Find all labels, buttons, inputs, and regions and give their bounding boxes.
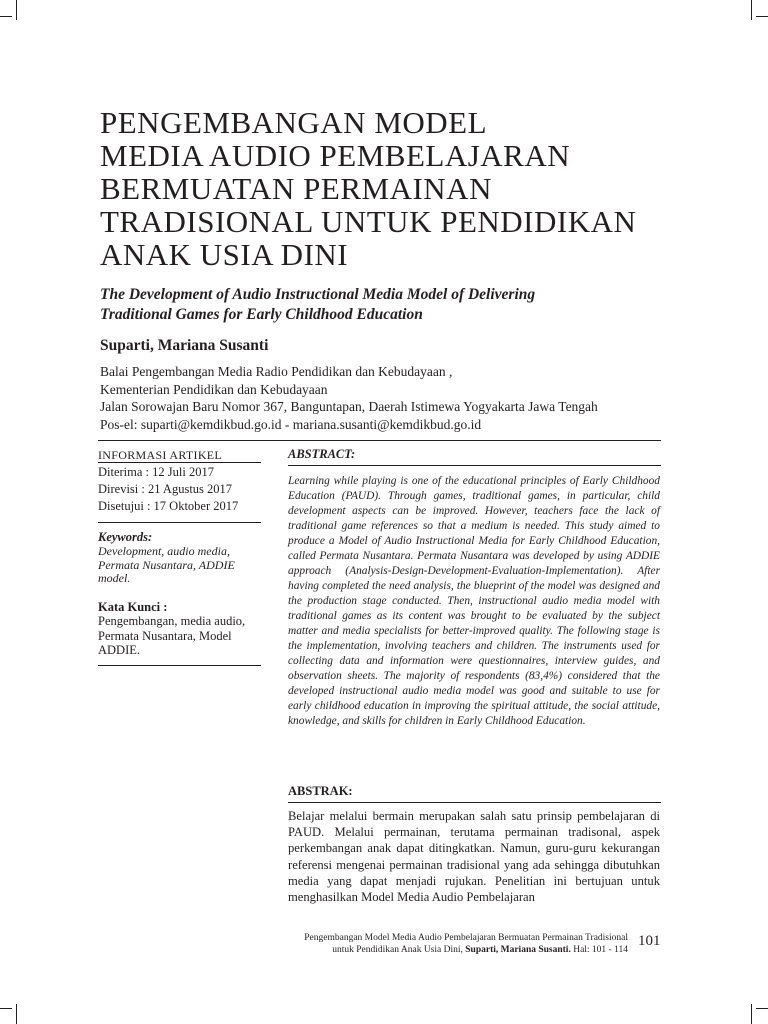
paper-title xyxy=(100,106,700,271)
subtitle-line: Traditional Games for Early Childhood Education xyxy=(100,306,423,323)
affiliation xyxy=(100,363,670,433)
date-revised: Direvisi : 21 Agustus 2017 xyxy=(98,482,233,496)
divider xyxy=(98,440,661,441)
article-info-heading: INFORMASI ARTIKEL xyxy=(98,448,223,462)
abstrak-heading: ABSTRAK: xyxy=(288,784,353,798)
crop-mark-bottom-right xyxy=(751,1004,752,1024)
divider xyxy=(98,522,261,523)
article-dates xyxy=(98,464,238,515)
affiliation-line: Balai Pengembangan Media Radio Pendidikan dan Kebudayaan , xyxy=(100,364,453,379)
english-title xyxy=(100,285,670,325)
page-number: 101 xyxy=(638,933,661,949)
crop-mark-bottom-left xyxy=(16,1004,17,1024)
title-line: TRADISIONAL UNTUK PENDIDIKAN xyxy=(100,204,637,239)
crop-mark-bottom-left xyxy=(0,1008,12,1009)
abstract-heading: ABSTRACT: xyxy=(288,447,356,461)
crop-mark-top-left xyxy=(16,0,17,20)
divider xyxy=(288,802,661,803)
kata-kunci-heading: Kata Kunci : xyxy=(98,600,168,614)
date-approved: Disetujui : 17 Oktober 2017 xyxy=(98,499,239,513)
affiliation-line: Pos-el: suparti@kemdikbud.go.id - mariana.susanti@kemdikbud.go.id xyxy=(100,416,482,432)
authors: Suparti, Mariana Susanti xyxy=(100,337,269,354)
crop-mark-top-left xyxy=(0,16,12,17)
title-line: ANAK USIA DINI xyxy=(100,237,349,272)
crop-mark-top-right xyxy=(751,0,752,20)
subtitle-line: The Development of Audio Instructional Media Model of Delivering xyxy=(100,286,536,303)
abstract-text: Learning while playing is one of the educational principles of Early Childhood Education (PAUD). Through games, traditional games, in particular, child development aspects can be improved. However, teachers face the lack of traditional game references so that a medium is needed. This study aimed to produce a Model of Audio Instructional Media for Early Childhood Education, called Permata Nusantara. Permata Nusantara was developed by using ADDIE approach (Analysis-Design-Development-Evaluation-Implementation). After having completed the need analysis, the blueprint of the model was designed and the production stage conducted. Then, instructional audio media model with traditional games as its content was brought to be evaluated by the subject matter and media specialists for better-improved quality. The following stage is the implementation, involving teachers and children. The instruments used for collecting data and information were questionnaires, interview guides, and observation sheets. The majority of respondents (83,4%) considered that the developed instructional audio media model was good and suitable to use for early childhood education in improving the spiritual attitude, the social attitude, knowledge, and skills for children in Early Childhood Education. xyxy=(288,475,660,727)
divider xyxy=(98,665,261,666)
footer-line-1: Pengembangan Model Media Audio Pembelajaran Bermuatan Permainan Tradisional xyxy=(304,933,628,943)
footer-line-2 xyxy=(236,944,628,956)
title-line: MEDIA AUDIO PEMBELAJARAN xyxy=(100,138,571,173)
crop-mark-top-right xyxy=(756,16,768,17)
divider xyxy=(288,465,661,466)
abstrak-text: Belajar melalui bermain merupakan salah satu prinsip pembelajaran di PAUD. Melalui permainan, terutama permainan tradisonal, aspek perkembangan anak dapat ditingkatkan. Namun, guru-guru kekurangan referensi mengenai permainan tradisional yang ada sehingga dibutuhkan media yang dapat menjadi rujukan. Penelitian ini bertujuan untuk menghasilkan Model Media Audio Pembelajaran xyxy=(288,809,660,905)
keywords-heading: Keywords: xyxy=(98,530,153,544)
title-line: PENGEMBANGAN MODEL xyxy=(100,105,488,140)
crop-mark-bottom-right xyxy=(756,1008,768,1009)
footer-prefix: untuk Pendidikan Anak Usia Dini, xyxy=(332,945,463,955)
affiliation-line: Jalan Sorowajan Baru Nomor 367, Banguntapan, Daerah Istimewa Yogyakarta Jawa Tengah xyxy=(100,399,598,414)
title-line: BERMUATAN PERMAINAN xyxy=(100,171,492,206)
footer-authors: Suparti, Mariana Susanti. xyxy=(465,945,571,955)
date-received: Diterima : 12 Juli 2017 xyxy=(98,465,214,479)
running-footer xyxy=(236,932,628,956)
divider xyxy=(98,462,261,463)
kata-kunci-text: Pengembangan, media audio, Permata Nusantara, Model ADDIE. xyxy=(98,614,246,657)
keywords-text: Development, audio media, Permata Nusantara, ADDIE model. xyxy=(98,544,235,585)
affiliation-line: Kementerian Pendidikan dan Kebudayaan xyxy=(100,381,328,397)
footer-pages: Hal: 101 - 114 xyxy=(573,945,628,955)
